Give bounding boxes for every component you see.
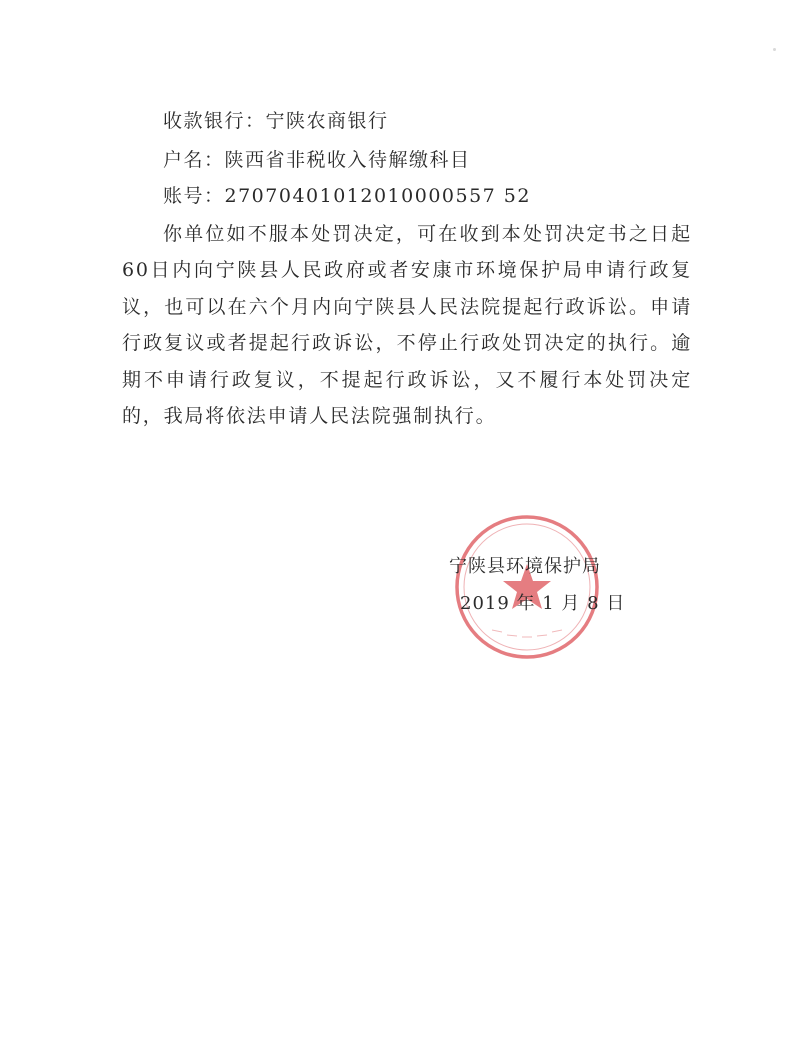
official-seal xyxy=(452,512,602,662)
signing-organization: 宁陕县环境保护局 xyxy=(449,556,601,577)
appeal-paragraph xyxy=(122,216,692,434)
account-line: 账号：27070401012010000557 52 xyxy=(163,185,531,207)
scan-mark xyxy=(773,48,776,51)
signing-date: 2019 年 1 月 8 日 xyxy=(460,593,626,614)
seal-graphic xyxy=(452,512,602,662)
bank-line: 收款银行：宁陕农商银行 xyxy=(163,110,389,132)
seal-ticks xyxy=(492,630,562,637)
payee-line: 户名：陕西省非税收入待解缴科目 xyxy=(163,149,471,171)
appeal-text: 你单位如不服本处罚决定，可在收到本处罚决定书之日起60日内向宁陕县人民政府或者安康市环境保护局申请行政复议，也可以在六个月内向宁陕县人民法院提起行政诉讼。申请行政复议或者提起行政诉讼，不停止行政处罚决定的执行。逾期不申请行政复议，不提起行政诉讼，又不履行本处罚决定的，我局将依法申请人民法院强制执行。 xyxy=(122,223,692,428)
